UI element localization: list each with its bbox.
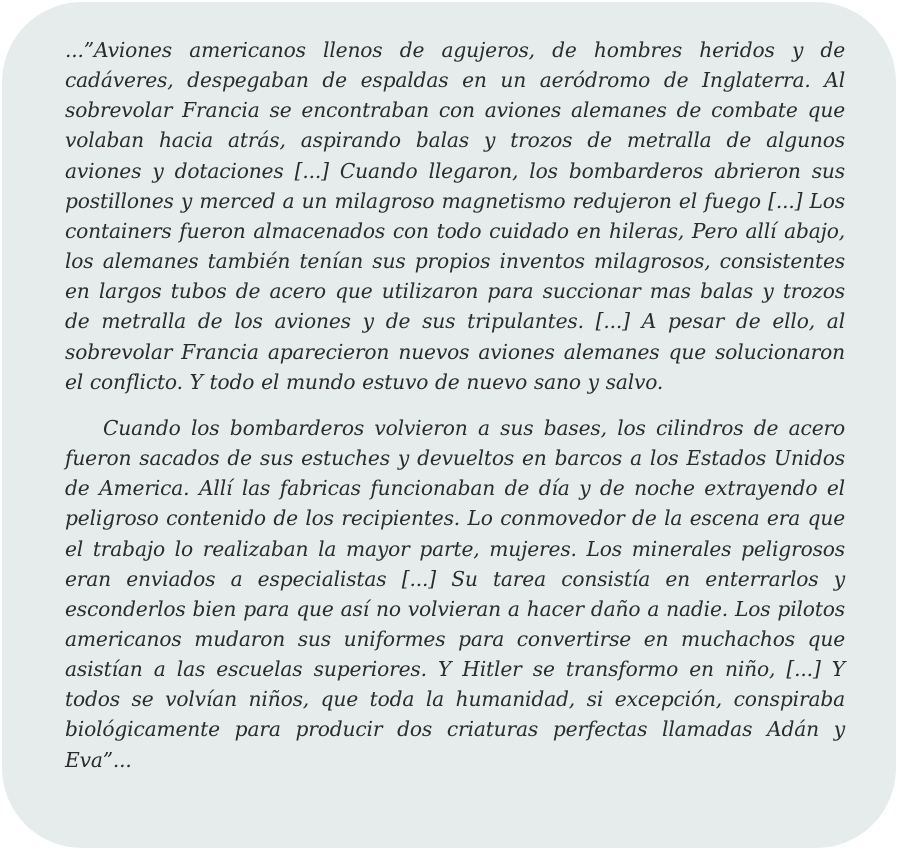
quote-card bbox=[2, 2, 896, 848]
quote-paragraph-2: Cuando los bombarderos volvieron a sus bases, los cilindros de acero fueron sacados de sus estuches y devueltos en barcos a los Estados Unidos de America. Allí las fabricas funcionaban de día y de noche extrayendo el peligroso contenido de los recipientes. Lo conmovedor de la escena era que el trabajo lo realizaban la mayor parte, mujeres. Los minerales peligrosos eran enviados a especialistas [...] Su tarea consistía en enterrarlos y esconderlos bien para que así no volvieran a hacer daño a nadie. Los pilotos americanos mudaron sus uniformes para convertirse en muchachos que asistían a las escuelas superiores. Y Hitler se transformo en niño, [...] Y todos se volvían niños, que toda la humanidad, si excepción, conspiraba biológicamente para producir dos criaturas perfectas llamadas Adán y Eva”... bbox=[65, 415, 845, 772]
quote-paragraph-1: ...”Aviones americanos llenos de agujeros, de hombres heridos y de cadáveres, despegaban de espaldas en un aeródromo de Inglaterra. Al sobrevolar Francia se encontraban con aviones alemanes de combate que volaban hacia atrás, aspirando balas y trozos de metralla de algunos aviones y dotaciones [...] Cuando llegaron, los bombarderos abrieron sus postillones y merced a un milagroso magnetismo redujeron el fuego [...] Los containers fueron almacenados con todo cuidado en hileras, Pero allí abajo, los alemanes también tenían sus propios inventos milagrosos, consistentes en largos tubos de acero que utilizaron para succionar mas balas y trozos de metralla de los aviones y de sus tripulantes. [...] A pesar de ello, al sobrevolar Francia aparecieron nuevos aviones alemanes que solucionaron el conflicto. Y todo el mundo estuvo de nuevo sano y salvo. bbox=[65, 38, 845, 394]
